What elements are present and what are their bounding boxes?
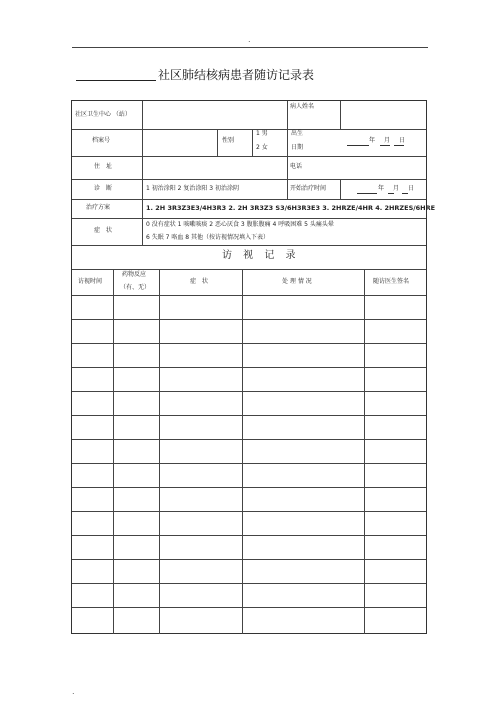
start-day-blank: [402, 193, 408, 194]
followup-form: [71, 100, 436, 634]
birth-year-label: 年: [369, 137, 376, 144]
table-row: [72, 367, 426, 392]
divider: [340, 179, 341, 199]
gender-option-female: 2 女: [256, 144, 268, 151]
diagnosis-label: 诊 断: [94, 185, 113, 192]
address-label: 住 址: [94, 163, 113, 170]
start-year-blank: [357, 193, 377, 194]
top-rule: [72, 47, 428, 48]
file-no-label: 档案号: [92, 137, 111, 144]
bottom-dot: .: [72, 687, 75, 696]
divider: [252, 129, 253, 156]
birth-year-blank: [347, 145, 369, 146]
visit-record-heading: 访 视 记 录: [222, 250, 300, 261]
start-month-label: 月: [393, 185, 400, 192]
table-row: [72, 319, 426, 344]
col-drug-reaction-sub: （有、无）: [120, 284, 151, 291]
birth-label-1: 出生: [291, 130, 304, 137]
col-doctor-signature: 随访医生签名: [373, 278, 410, 285]
gender-option-male: 1 男: [256, 130, 268, 137]
col-drug-reaction: 药物反应: [122, 271, 147, 278]
patient-name-label: 病人姓名: [290, 103, 315, 110]
form-title: 社区肺结核病患者随访记录表: [158, 68, 315, 82]
divider: [340, 101, 341, 129]
birth-day-label: 日: [399, 137, 406, 144]
symptoms-line-2: 6 失眠 7 咯血 8 其他（按访视情况填入下表）: [146, 234, 269, 241]
birth-month-label: 月: [384, 137, 391, 144]
col-visit-time: 访视时间: [78, 278, 103, 285]
divider: [72, 199, 426, 200]
table-row: [72, 415, 426, 440]
divider: [72, 269, 426, 270]
divider: [217, 129, 218, 156]
title-blank-line: [76, 80, 156, 81]
symptoms-label: 症 状: [94, 227, 113, 234]
start-year-label: 年: [378, 185, 385, 192]
birth-day-blank: [394, 145, 404, 146]
diagnosis-options: 1 初治涂阳 2 复治涂阳 3 初治涂阴: [146, 185, 239, 192]
col-symptoms: 症 状: [190, 278, 209, 285]
col-treatment: 处 理 情 况: [282, 278, 312, 285]
symptoms-line-1: 0 没有症状 1 咳嗽咳痰 2 恶心厌食 3 腹胀腹痛 4 呼吸困难 5 头痛头晕: [146, 221, 334, 228]
divider: [142, 101, 143, 245]
center-label: 社区卫生中心 （站）: [75, 111, 131, 118]
start-day-label: 日: [408, 185, 415, 192]
form-title-area: [76, 66, 376, 82]
divider: [72, 129, 426, 130]
divider: [72, 218, 426, 219]
divider: [72, 156, 426, 157]
birth-label-2: 日期: [291, 144, 304, 151]
phone-label: 电话: [290, 163, 303, 170]
top-dot: .: [248, 35, 251, 44]
table-row: [72, 535, 426, 560]
regimen-options: 1. 2H 3R3Z3E3/4H3R3 2. 2H 3R3Z3 S3/6H3R3E3 3. 2HRZE/4HR 4. 2HRZES/6HRE: [146, 204, 436, 212]
table-row: [72, 295, 426, 320]
table-row: [72, 583, 426, 608]
regimen-label: 治疗方案: [86, 204, 111, 211]
start-month-blank: [388, 193, 394, 194]
divider: [72, 245, 426, 246]
divider: [287, 101, 288, 199]
table-row: [72, 607, 426, 633]
gender-label: 性别: [222, 137, 235, 144]
table-row: [72, 559, 426, 584]
table-row: [72, 487, 426, 512]
treatment-start-label: 开始治疗时间: [290, 185, 327, 192]
table-row: [72, 439, 426, 464]
divider: [72, 179, 426, 180]
table-row: [72, 511, 426, 536]
table-row: [72, 343, 426, 368]
table-row: [72, 463, 426, 488]
table-row: [72, 391, 426, 416]
birth-month-blank: [380, 145, 390, 146]
